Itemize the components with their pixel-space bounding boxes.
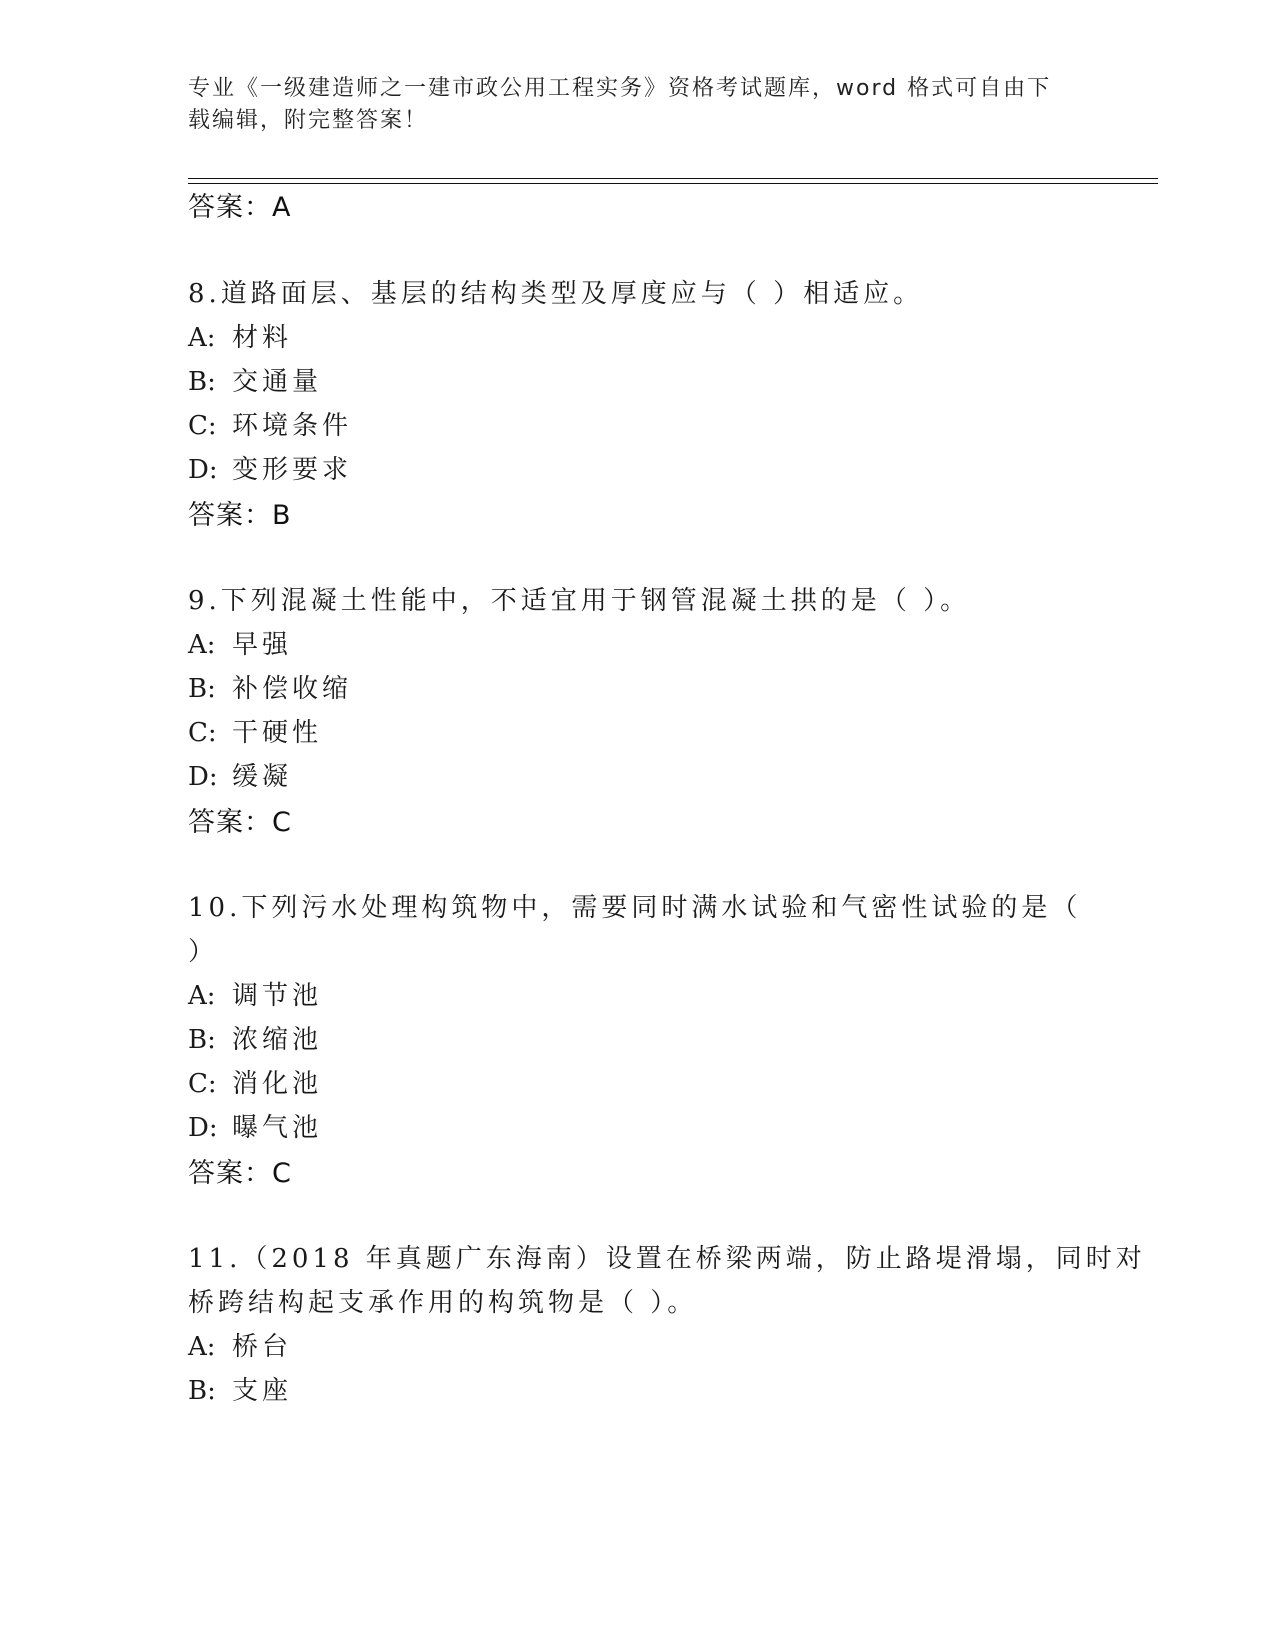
question-9-option-d (188, 756, 292, 793)
answer-q8: 答案：B (188, 500, 292, 531)
question-10-option-d (188, 1107, 322, 1144)
question-10-option-b (188, 1019, 322, 1056)
question-9-option-a (188, 624, 292, 661)
option-key: C: (188, 718, 217, 748)
option-text: 干硬性 (232, 718, 323, 748)
option-text: 浓缩池 (232, 1025, 323, 1055)
option-text: 桥台 (232, 1332, 293, 1362)
answer-q10: 答案：C (188, 1158, 292, 1189)
option-key: D: (188, 1113, 218, 1143)
option-key: B: (188, 674, 216, 704)
option-text: 补偿收缩 (232, 674, 353, 704)
page-header (188, 73, 1088, 137)
question-11-stem-line-1: 11.（2018 年真题广东海南）设置在桥梁两端，防止路堤滑塌，同时对 (188, 1244, 1146, 1274)
option-key: D: (188, 762, 218, 792)
question-9-option-b (188, 668, 352, 705)
question-9-option-c (188, 712, 322, 749)
option-text: 调节池 (232, 981, 323, 1011)
option-text: 环境条件 (232, 411, 353, 441)
question-8-option-c (188, 405, 352, 442)
question-8-option-b (188, 361, 322, 398)
option-text: 早强 (232, 630, 293, 660)
header-line-2: 载编辑，附完整答案！ (188, 108, 429, 133)
option-key: B: (188, 1025, 216, 1055)
question-8-stem: 8.道路面层、基层的结构类型及厚度应与（ ）相适应。 (188, 279, 924, 309)
question-10-stem-line-2: ） (188, 937, 219, 967)
option-text: 缓凝 (232, 762, 293, 792)
option-key: D: (188, 455, 218, 485)
option-key: A: (188, 981, 216, 1011)
answer-q7: 答案：A (188, 192, 292, 223)
option-key: C: (188, 411, 217, 441)
option-text: 交通量 (232, 367, 323, 397)
answer-q9: 答案：C (188, 807, 292, 838)
header-line-1: 专业《一级建造师之一建市政公用工程实务》资格考试题库，word 格式可自由下 (188, 76, 1052, 101)
question-11-option-a (188, 1326, 292, 1363)
option-key: B: (188, 367, 216, 397)
question-10-option-a (188, 975, 322, 1012)
option-text: 变形要求 (232, 455, 353, 485)
question-11-stem-line-2: 桥跨结构起支承作用的构筑物是（ ）。 (188, 1288, 698, 1318)
question-8-option-d (188, 449, 352, 486)
option-text: 消化池 (232, 1069, 323, 1099)
option-text: 支座 (232, 1376, 293, 1406)
option-key: C: (188, 1069, 217, 1099)
option-text: 材料 (232, 323, 293, 353)
header-rule-top (188, 178, 1158, 179)
question-11-option-b (188, 1370, 292, 1407)
option-key: B: (188, 1376, 216, 1406)
question-9-stem: 9.下列混凝土性能中，不适宜用于钢管混凝土拱的是（ ）。 (188, 586, 971, 616)
question-8-option-a (188, 317, 292, 354)
option-key: A: (188, 630, 216, 660)
option-key: A: (188, 1332, 216, 1362)
question-10-stem-line-1: 10.下列污水处理构筑物中，需要同时满水试验和气密性试验的是（ (188, 893, 1082, 923)
header-rule-bottom (188, 183, 1158, 184)
option-text: 曝气池 (232, 1113, 323, 1143)
option-key: A: (188, 323, 216, 353)
question-10-option-c (188, 1063, 322, 1100)
